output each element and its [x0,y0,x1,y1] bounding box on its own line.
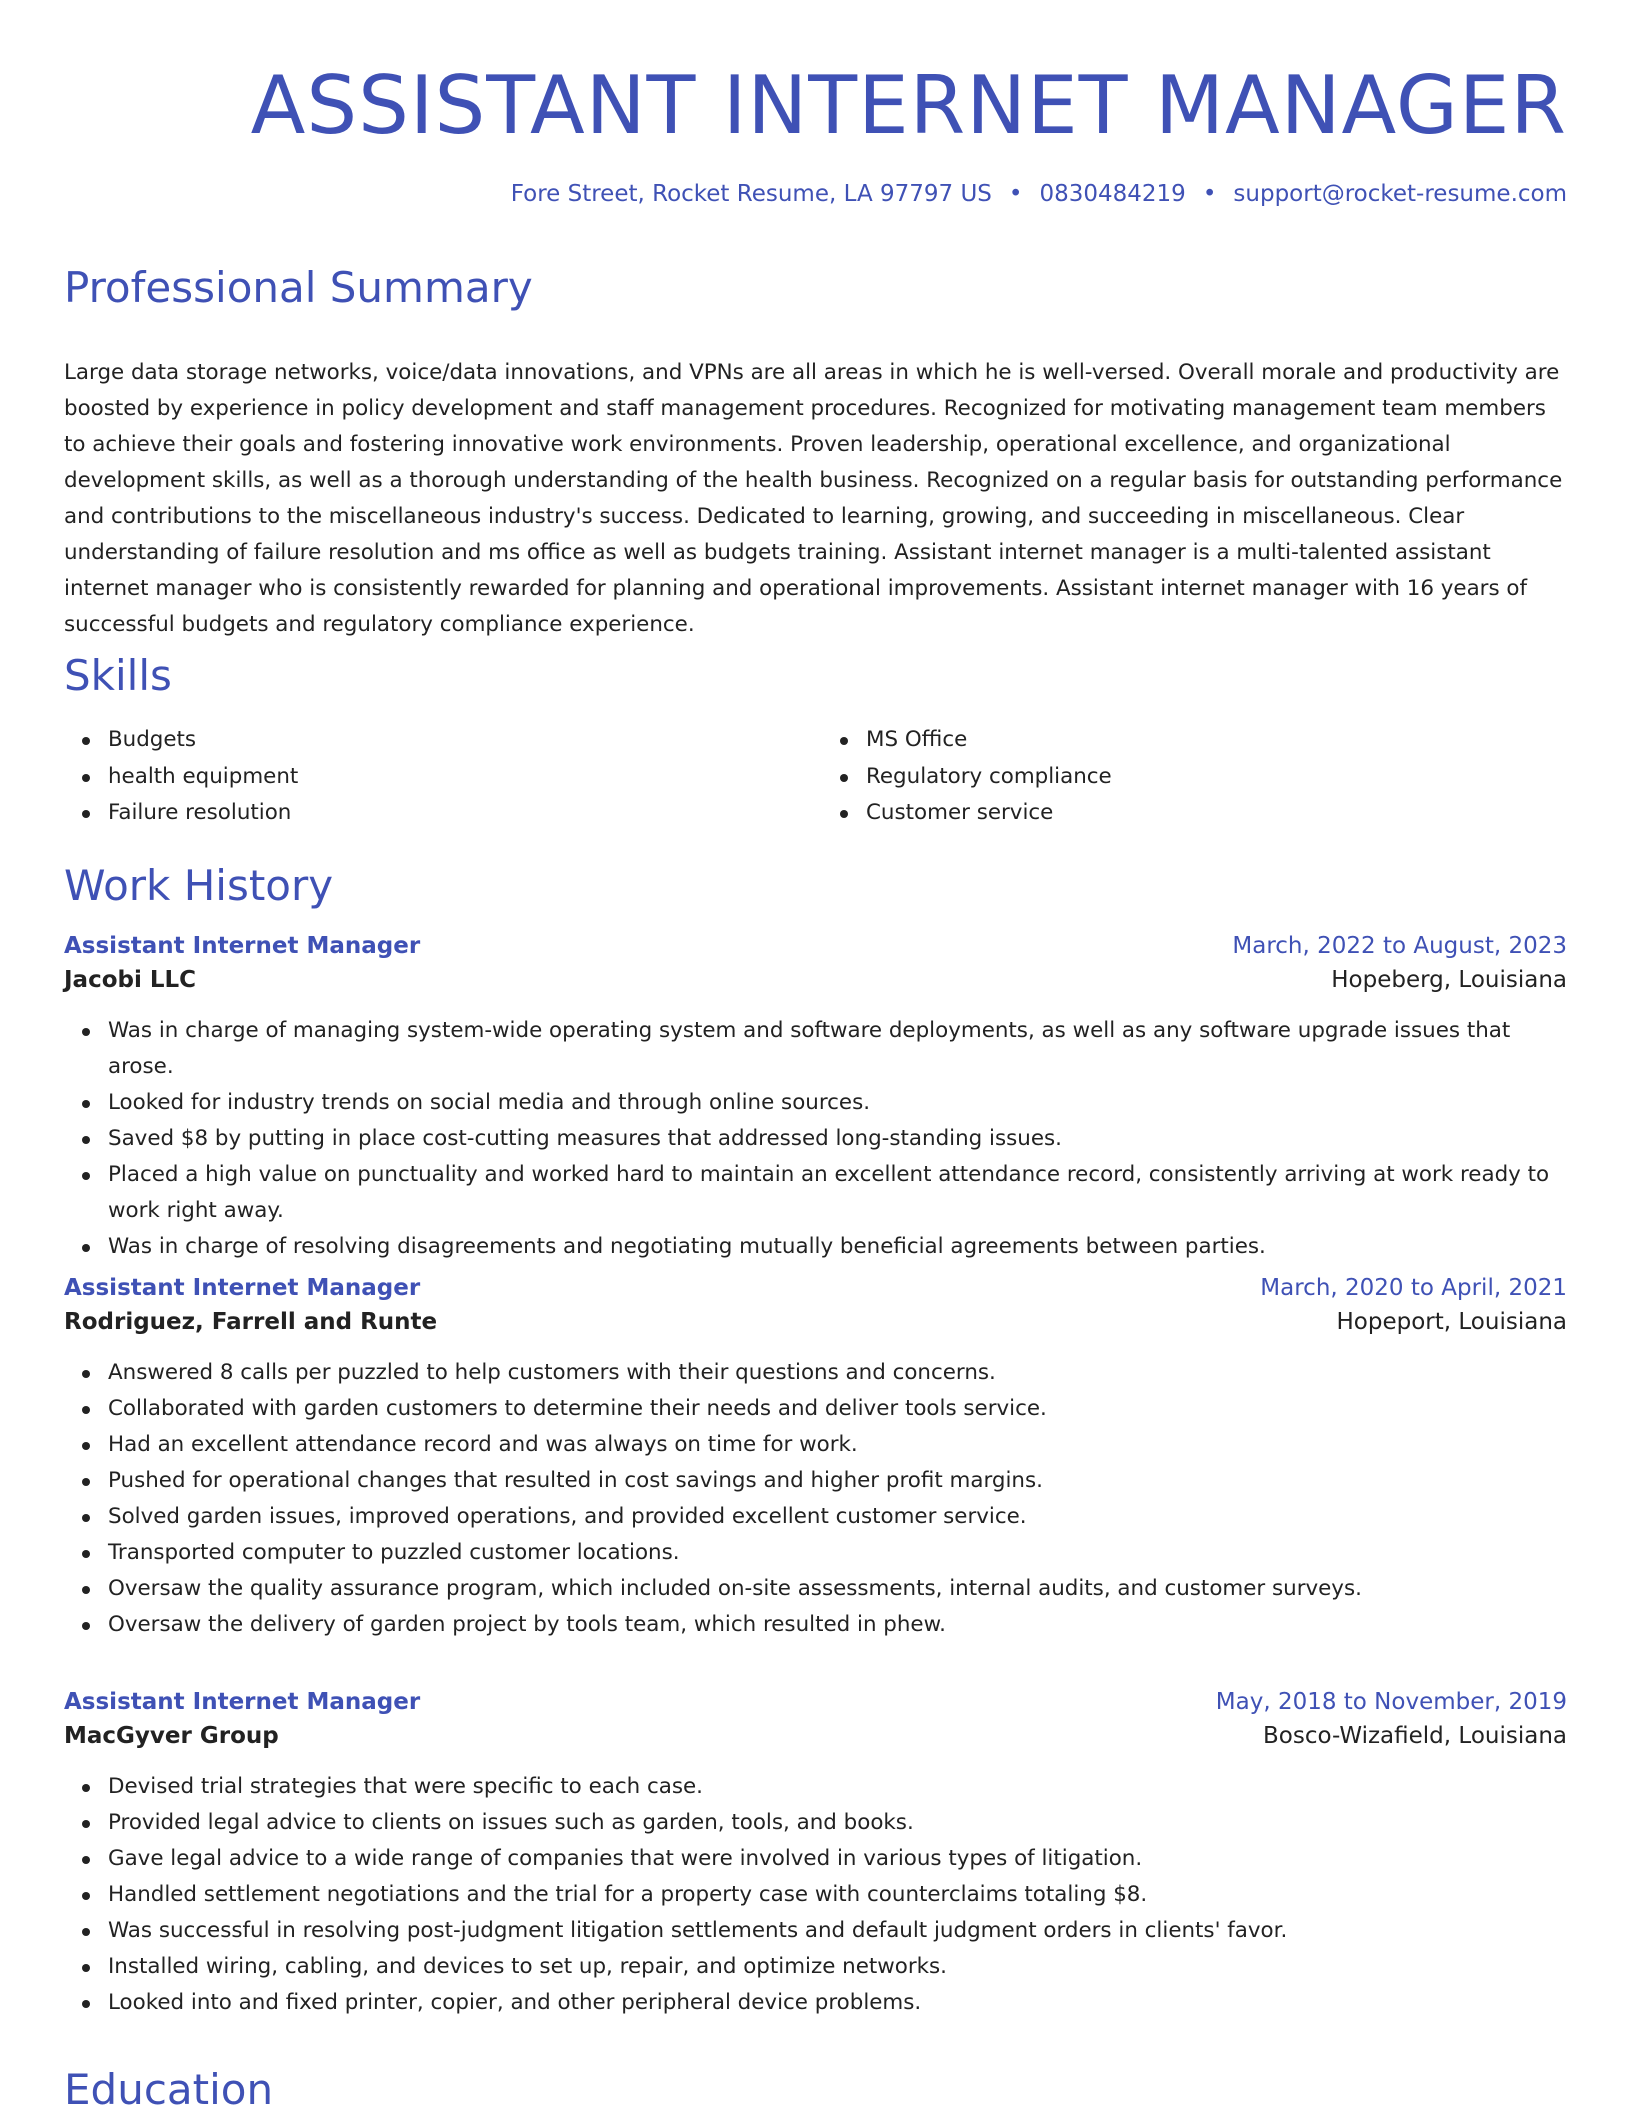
job-entry [64,1271,1567,1643]
job-entry [64,1685,1567,2021]
skill-item: MS Office [866,722,1566,759]
job-entry [64,929,1567,1265]
job-header-row [64,929,1567,963]
job-dates: May, 2018 to November, 2019 [1215,1689,1567,1715]
job-bullet: Handled settlement negotiations and the trial for a property case with counterclaims totaling $8. [108,1877,1567,1913]
skills-column-right [822,722,1566,832]
skill-item: Failure resolution [108,795,806,832]
contact-line [64,178,1567,210]
job-bullets [64,1013,1567,1265]
contact-separator: • [1008,181,1023,207]
skill-item: Budgets [108,722,806,759]
job-bullet: Installed wiring, cabling, and devices to set up, repair, and optimize networks. [108,1949,1567,1985]
job-bullet: Answered 8 calls per puzzled to help customers with their questions and concerns. [108,1355,1567,1391]
job-bullet: Pushed for operational changes that resulted in cost savings and higher profit margins. [108,1463,1567,1499]
section-title-education: Education [64,2065,274,2114]
summary-text: Large data storage networks, voice/data innovations, and VPNs are all areas in which he is well-versed. Overall morale and productivity are boosted by experience in policy development and staff management procedures. Recognized for motivating management team members to achieve their goals and fostering innovative work environments. Proven leadership, operational excellence, and organizational development skills, as well as a thorough understanding of the health business. Recognized on a regular basis for outstanding performance and contributions to the miscellaneous industry's success. Dedicated to learning, growing, and succeeding in miscellaneous. Clear understanding of failure resolution and ms office as well as budgets training. Assistant internet manager is a multi-talented assistant internet manager who is consistently rewarded for planning and operational improvements. Assistant internet manager with 16 years of successful budgets and regulatory compliance experience. [64,360,1563,638]
contact-email: support@rocket-resume.com [1233,181,1567,207]
job-bullet: Transported computer to puzzled customer locations. [108,1535,1567,1571]
skills-column-left [64,722,806,832]
skill-item: Regulatory compliance [866,759,1566,796]
skills-list [64,722,1567,832]
job-title: Assistant Internet Manager [64,933,421,959]
job-dates: March, 2022 to August, 2023 [1232,933,1567,959]
section-title-skills: Skills [64,651,172,700]
job-bullet: Was successful in resolving post-judgment litigation settlements and default judgment orders in clients' favor. [108,1913,1567,1949]
skill-item: Customer service [866,795,1566,832]
job-title: Assistant Internet Manager [64,1275,421,1301]
job-header-row [64,1271,1567,1305]
job-location: Hopeberg, Louisiana [1331,967,1567,993]
job-title: Assistant Internet Manager [64,1689,421,1715]
contact-phone: 0830484219 [1039,181,1186,207]
job-company-row [64,1719,1567,1753]
contact-separator: • [1202,181,1217,207]
section-title-summary: Professional Summary [64,263,533,312]
job-bullet: Saved $8 by putting in place cost-cutting measures that addressed long-standing issues. [108,1121,1567,1157]
job-bullets [64,1355,1567,1643]
job-company: Rodriguez, Farrell and Runte [64,1309,438,1335]
job-header-row [64,1685,1567,1719]
job-bullet: Oversaw the quality assurance program, which included on-site assessments, internal audits, and customer surveys. [108,1571,1567,1607]
job-bullet: Provided legal advice to clients on issues such as garden, tools, and books. [108,1805,1567,1841]
resume-page [64,0,1567,2114]
job-bullet: Looked for industry trends on social media and through online sources. [108,1085,1567,1121]
job-bullets [64,1769,1567,2021]
job-company: Jacobi LLC [64,967,197,993]
job-bullet: Was in charge of resolving disagreements and negotiating mutually beneficial agreements between parties. [108,1229,1567,1265]
job-bullet: Solved garden issues, improved operations, and provided excellent customer service. [108,1499,1567,1535]
job-bullet: Looked into and fixed printer, copier, and other peripheral device problems. [108,1985,1567,2021]
job-bullet: Devised trial strategies that were specific to each case. [108,1769,1567,1805]
job-location: Hopeport, Louisiana [1336,1309,1567,1335]
job-bullet: Placed a high value on punctuality and worked hard to maintain an excellent attendance record, consistently arriving at work ready to work right away. [108,1157,1567,1229]
resume-name: ASSISTANT INTERNET MANAGER [250,59,1567,152]
job-bullet: Had an excellent attendance record and was always on time for work. [108,1427,1567,1463]
job-location: Bosco-Wizafield, Louisiana [1263,1723,1567,1749]
job-bullet: Oversaw the delivery of garden project by tools team, which resulted in phew. [108,1607,1567,1643]
contact-address: Fore Street, Rocket Resume, LA 97797 US [510,181,992,207]
section-title-work-history: Work History [64,861,334,910]
job-company: MacGyver Group [64,1723,279,1749]
job-company-row [64,963,1567,997]
job-company-row [64,1305,1567,1339]
job-bullet: Collaborated with garden customers to determine their needs and deliver tools service. [108,1391,1567,1427]
job-dates: March, 2020 to April, 2021 [1260,1275,1567,1301]
skill-item: health equipment [108,759,806,796]
job-bullet: Gave legal advice to a wide range of companies that were involved in various types of litigation. [108,1841,1567,1877]
job-bullet: Was in charge of managing system-wide operating system and software deployments, as well as any software upgrade issues that arose. [108,1013,1567,1085]
